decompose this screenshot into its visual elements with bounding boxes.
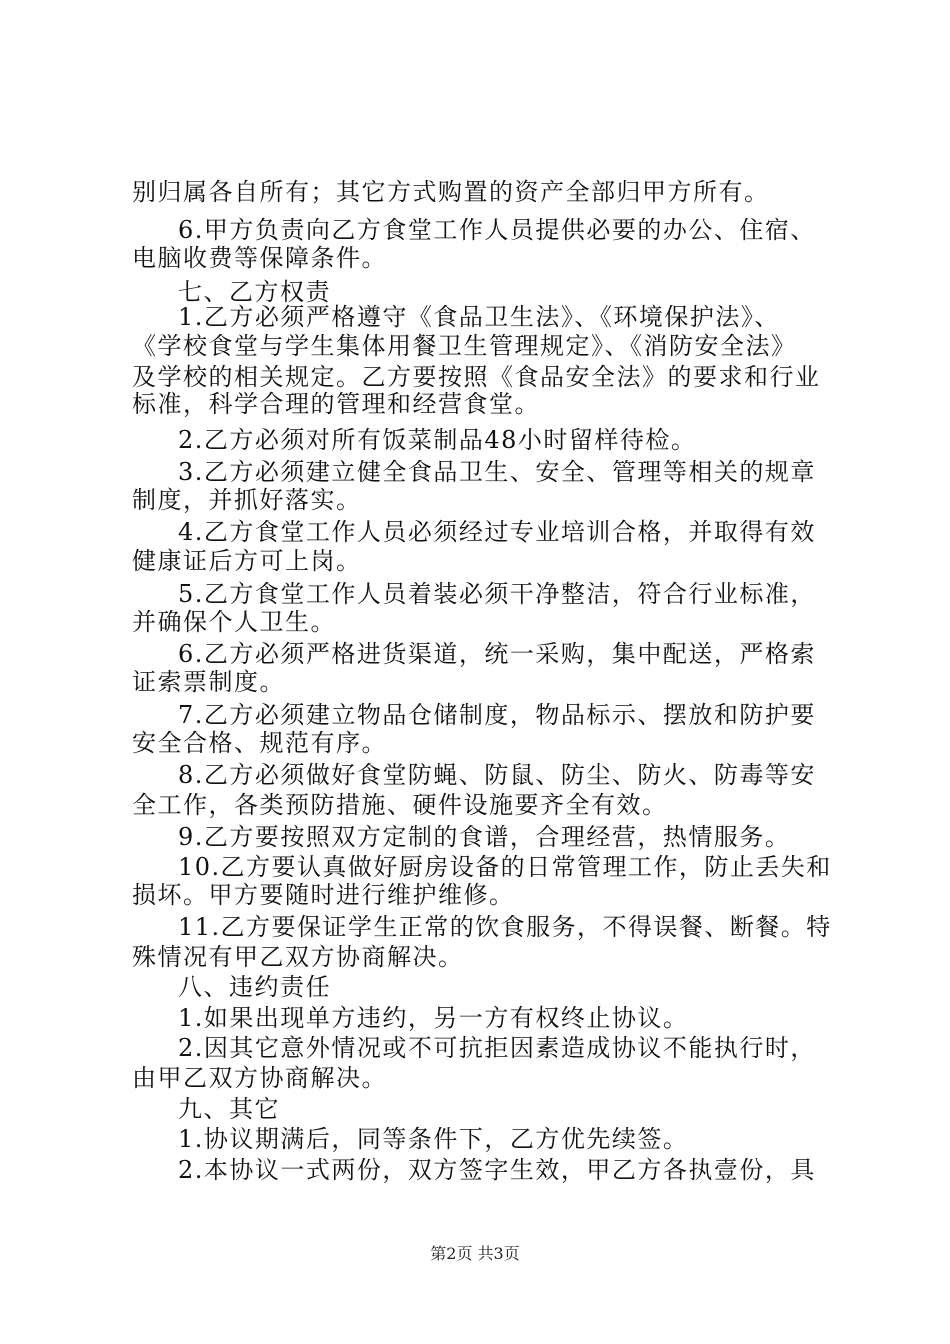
paragraph-line: 11.乙方要保证学生正常的饮食服务，不得误餐、断餐。特 xyxy=(178,913,832,941)
paragraph-line: 损坏。甲方要随时进行维护维修。 xyxy=(132,881,515,909)
paragraph-line: 制度，并抓好落实。 xyxy=(132,486,362,514)
paragraph-line: 5.乙方食堂工作人员着装必须干净整洁，符合行业标准， xyxy=(178,580,816,608)
paragraph-line: 安全合格、规范有序。 xyxy=(132,729,387,757)
paragraph-line: 并确保个人卫生。 xyxy=(132,608,336,636)
section-heading: 八、违约责任 xyxy=(178,973,331,1001)
paragraph-line: 4.乙方食堂工作人员必须经过专业培训合格，并取得有效 xyxy=(178,518,816,546)
paragraph-line: 6.乙方必须严格进货渠道，统一采购，集中配送，严格索 xyxy=(178,640,816,668)
paragraph-line: 10.乙方要认真做好厨房设备的日常管理工作，防止丢失和 xyxy=(178,853,832,881)
paragraph-line: 6.甲方负责向乙方食堂工作人员提供必要的办公、住宿、 xyxy=(178,216,816,244)
paragraph-line: 8.乙方必须做好食堂防蝇、防鼠、防尘、防火、防毒等安 xyxy=(178,761,816,789)
paragraph-line: 3.乙方必须建立健全食品卫生、安全、管理等相关的规章 xyxy=(178,458,816,486)
section-heading: 九、其它 xyxy=(178,1095,280,1123)
paragraph-line: 《学校食堂与学生集体用餐卫生管理规定》、《消防安全法》 xyxy=(132,332,797,360)
paragraph-line: 1.如果出现单方违约，另一方有权终止协议。 xyxy=(178,1004,689,1032)
paragraph-line: 健康证后方可上岗。 xyxy=(132,547,362,575)
paragraph-line: 全工作，各类预防措施、硬件设施要齐全有效。 xyxy=(132,791,668,819)
page-number-footer: 第2页 共3页 xyxy=(430,1244,520,1263)
paragraph-line: 1.乙方必须严格遵守《食品卫生法》、《环境保护法》、 xyxy=(178,303,780,331)
paragraph-line: 2.本协议一式两份，双方签字生效，甲乙方各执壹份，具 xyxy=(178,1156,816,1184)
paragraph-line: 9.乙方要按照双方定制的食谱，合理经营，热情服务。 xyxy=(178,823,791,851)
paragraph-line: 标准，科学合理的管理和经营食堂。 xyxy=(132,390,540,418)
paragraph-line: 电脑收费等保障条件。 xyxy=(132,244,387,272)
paragraph-line: 由甲乙双方协商解决。 xyxy=(132,1064,387,1092)
paragraph-line: 及学校的相关规定。乙方要按照《食品安全法》的要求和行业 xyxy=(132,363,821,391)
paragraph-line: 殊情况有甲乙双方协商解决。 xyxy=(132,943,464,971)
paragraph-line: 2.乙方必须对所有饭菜制品48小时留样待检。 xyxy=(178,426,697,454)
paragraph-line: 别归属各自所有；其它方式购置的资产全部归甲方所有。 xyxy=(132,178,770,206)
section-heading: 七、乙方权责 xyxy=(178,278,331,306)
paragraph-line: 1.协议期满后，同等条件下，乙方优先续签。 xyxy=(178,1125,689,1153)
paragraph-line: 7.乙方必须建立物品仓储制度，物品标示、摆放和防护要 xyxy=(178,701,816,729)
paragraph-line: 证索票制度。 xyxy=(132,668,285,696)
paragraph-line: 2.因其它意外情况或不可抗拒因素造成协议不能执行时， xyxy=(178,1034,816,1062)
